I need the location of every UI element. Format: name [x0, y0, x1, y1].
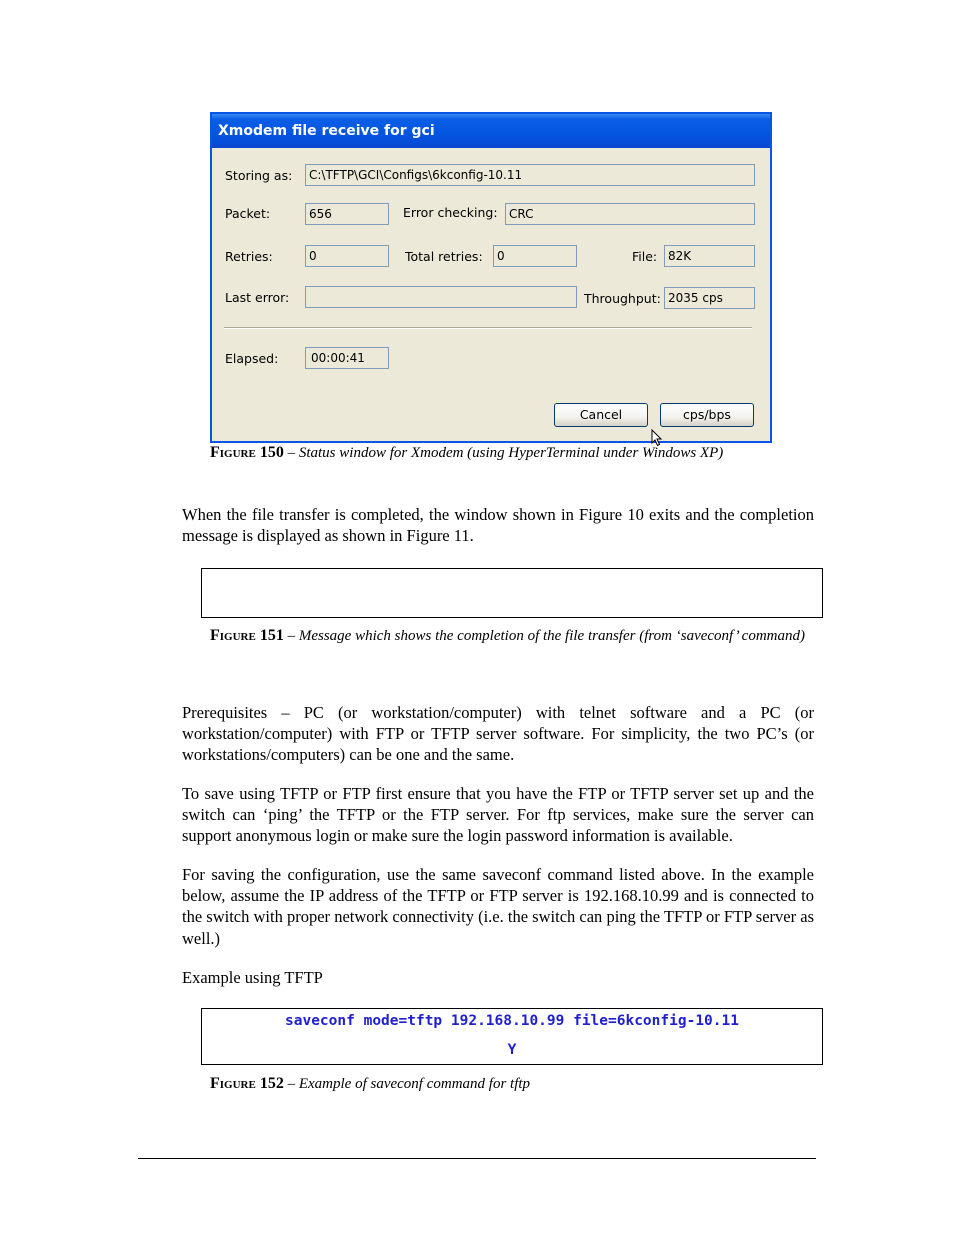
- code-box: [201, 1008, 823, 1065]
- retries-field: 0: [305, 245, 389, 267]
- completion-message-box: [201, 568, 823, 618]
- elapsed-field: 00:00:41: [305, 347, 389, 369]
- file-label: File:: [632, 249, 658, 264]
- figure-150-caption: [210, 444, 723, 462]
- throughput-label: Throughput:: [584, 291, 661, 306]
- total-retries-label: Total retries:: [405, 249, 483, 264]
- paragraph-prerequisites: Prerequisites – PC (or workstation/computer) with telnet software and a PC (or workstation/computer) with FTP or TFTP server software. For simplicity, the two PC’s (or workstations/computers) can be one and the same.: [182, 703, 814, 765]
- packet-field: 656: [305, 203, 389, 225]
- paragraph-tftp-setup: To save using TFTP or FTP first ensure that you have the FTP or TFTP server set up and the switch can ‘ping’ the TFTP or the FTP server. For ftp services, make sure the server can support anonymous login or make sure the login password information is available.: [182, 784, 814, 846]
- elapsed-label: Elapsed:: [225, 351, 279, 366]
- figure-number: Figure 151: [210, 627, 284, 644]
- cps-bps-button[interactable]: cps/bps: [660, 403, 754, 427]
- storing-as-field: C:\TFTP\GCI\Configs\6kconfig-10.11: [305, 164, 755, 186]
- xmodem-dialog: [210, 112, 772, 443]
- retries-label: Retries:: [225, 249, 273, 264]
- paragraph-saving-config: For saving the configuration, use the same saveconf command listed above. In the example below, assume the IP address of the TFTP or FTP server is 192.168.10.99 and is connected to the switch with proper network connectivity (i.e. the switch can ping the TFTP or FTP server as well.): [182, 865, 814, 948]
- code-command-line: saveconf mode=tftp 192.168.10.99 file=6kconfig-10.11: [285, 1013, 739, 1029]
- dialog-title: Xmodem file receive for gci: [212, 114, 770, 148]
- throughput-field: 2035 cps: [664, 287, 755, 309]
- paragraph-completion: When the file transfer is completed, the window shown in Figure 10 exits and the completion message is displayed as shown in Figure 11.: [182, 505, 814, 546]
- last-error-field: [305, 286, 577, 308]
- caption-dash: –: [283, 1076, 299, 1092]
- dialog-separator: [224, 327, 752, 329]
- caption-text: Message which shows the completion of the file transfer (from ‘saveconf’ command): [298, 628, 805, 644]
- caption-text: Example of saveconf command for tftp: [298, 1076, 531, 1092]
- footer-rule: [138, 1158, 816, 1159]
- caption-text: Status window for Xmodem (using HyperTerminal under Windows XP): [298, 445, 724, 461]
- figure-number: Figure 152: [210, 1075, 284, 1092]
- figure-151-caption: [210, 627, 805, 645]
- last-error-label: Last error:: [225, 290, 290, 305]
- caption-dash: –: [283, 445, 299, 461]
- error-checking-label: Error checking:: [403, 205, 498, 220]
- packet-label: Packet:: [225, 206, 271, 221]
- storing-as-label: Storing as:: [225, 168, 293, 183]
- caption-dash: –: [283, 628, 299, 644]
- figure-number: Figure 150: [210, 444, 284, 461]
- paragraph-example-heading: Example using TFTP: [182, 968, 323, 987]
- total-retries-field: 0: [493, 245, 577, 267]
- file-field: 82K: [664, 245, 755, 267]
- figure-152-caption: [210, 1075, 530, 1093]
- code-confirm-line: Y: [507, 1042, 517, 1058]
- cancel-button[interactable]: Cancel: [554, 403, 648, 427]
- error-checking-field: CRC: [505, 203, 755, 225]
